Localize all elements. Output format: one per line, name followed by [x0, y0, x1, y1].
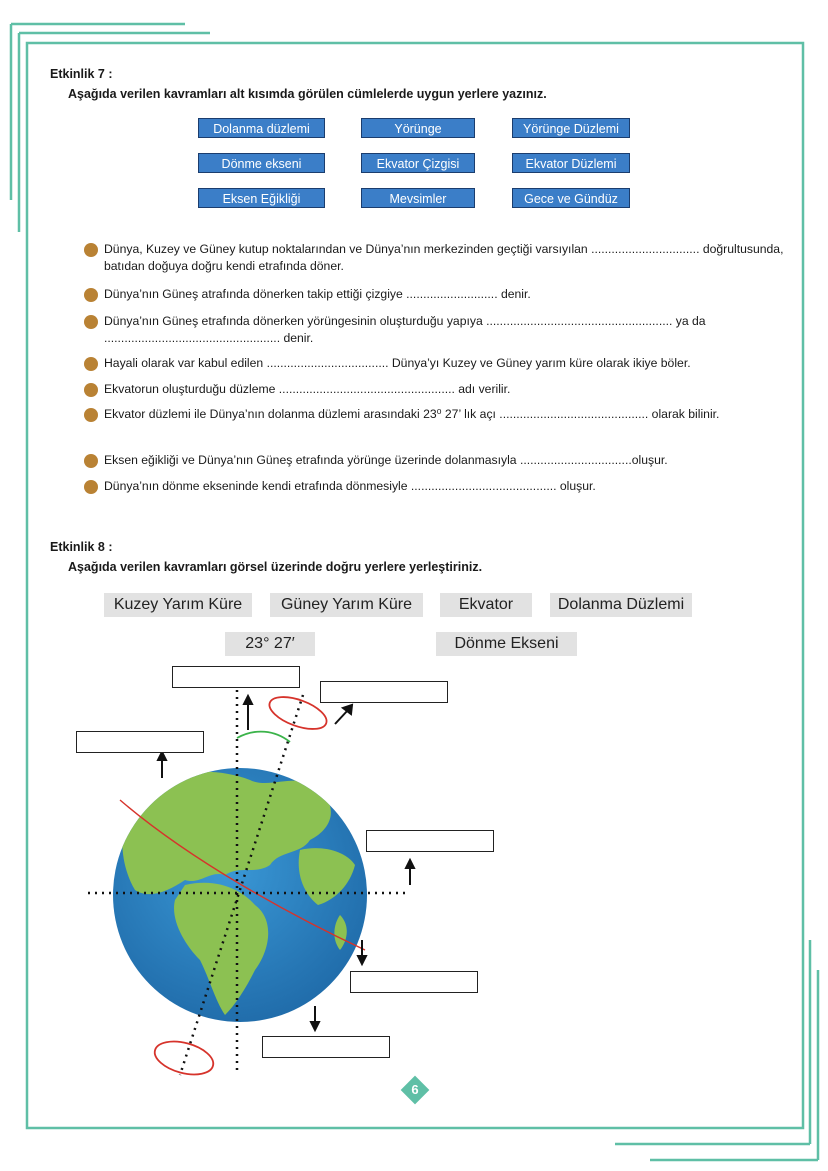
- answer-box-3[interactable]: [76, 731, 204, 753]
- sentence-5: Ekvatorun oluşturduğu düzleme .................................................... adı verilir.: [84, 381, 784, 398]
- sentence-8: Dünya’nın dönme ekseninde kendi etrafında dönmesiyle ........................................... oluşur.: [84, 478, 784, 495]
- activity-7-title: Etkinlik 7 :: [50, 67, 113, 81]
- concept-ekvator-duzlemi[interactable]: Ekvator Düzlemi: [512, 153, 630, 173]
- concept-gece-ve-gunduz[interactable]: Gece ve Gündüz: [512, 188, 630, 208]
- answer-box-5[interactable]: [350, 971, 478, 993]
- rotation-ellipse-bottom: [151, 1036, 217, 1081]
- answer-box-6[interactable]: [262, 1036, 390, 1058]
- bullet-icon: [84, 288, 98, 302]
- bullet-icon: [84, 357, 98, 371]
- concept-dolanma-duzlemi-8[interactable]: Dolanma Düzlemi: [550, 593, 692, 617]
- bullet-icon: [84, 243, 98, 257]
- activity-8-instruction: Aşağıda verilen kavramları görsel üzerinde doğru yerlere yerleştiriniz.: [68, 560, 483, 574]
- earth-diagram: [0, 650, 828, 1090]
- bullet-icon: [84, 383, 98, 397]
- concept-yorunge[interactable]: Yörünge: [361, 118, 475, 138]
- concept-ekvator-cizgisi[interactable]: Ekvator Çizgisi: [361, 153, 475, 173]
- concept-donme-ekseni[interactable]: Dönme ekseni: [198, 153, 325, 173]
- bullet-icon: [84, 480, 98, 494]
- answer-box-1[interactable]: [172, 666, 300, 688]
- concept-kuzey-yarim-kure[interactable]: Kuzey Yarım Küre: [104, 593, 252, 617]
- bullet-icon: [84, 408, 98, 422]
- bullet-icon: [84, 315, 98, 329]
- sentence-2: Dünya’nın Güneş atrafında dönerken takip ettiği çizgiye ........................... denir.: [84, 286, 784, 303]
- page-number: 6: [402, 1077, 428, 1103]
- concept-yorunge-duzlemi[interactable]: Yörünge Düzlemi: [512, 118, 630, 138]
- concept-angle[interactable]: 23° 27′: [225, 632, 315, 656]
- angle-arc: [237, 732, 290, 742]
- sentence-3: Dünya’nın Güneş etrafında dönerken yörüngesinin oluşturduğu yapıya ....................................................... ya da .................................................... denir.: [84, 313, 784, 347]
- answer-box-2[interactable]: [320, 681, 448, 703]
- concept-dolanma-duzlemi[interactable]: Dolanma düzlemi: [198, 118, 325, 138]
- globe: [113, 768, 367, 1022]
- concept-ekvator[interactable]: Ekvator: [440, 593, 532, 617]
- activity-8-title: Etkinlik 8 :: [50, 540, 113, 554]
- concept-donme-ekseni-8[interactable]: Dönme Ekseni: [436, 632, 577, 656]
- sentence-7: Eksen eğikliği ve Dünya’nın Güneş etrafında yörünge üzerinde dolanmasıyla .................................oluşur.: [84, 452, 784, 469]
- sentence-4: Hayali olarak var kabul edilen .................................... Dünya’yı Kuzey ve Güney yarım küre olarak ikiye böler.: [84, 355, 784, 372]
- bullet-icon: [84, 454, 98, 468]
- activity-7-instruction: Aşağıda verilen kavramları alt kısımda görülen cümlelerde uygun yerlere yazınız.: [68, 87, 547, 101]
- concept-eksen-egikligi[interactable]: Eksen Eğikliği: [198, 188, 325, 208]
- concept-guney-yarim-kure[interactable]: Güney Yarım Küre: [270, 593, 423, 617]
- answer-box-4[interactable]: [366, 830, 494, 852]
- sentence-6: Ekvator düzlemi ile Dünya’nın dolanma düzlemi arasındaki 23⁰ 27’ lık açı ............................................ olarak bilinir.: [84, 406, 784, 423]
- concept-mevsimler[interactable]: Mevsimler: [361, 188, 475, 208]
- sentence-1: Dünya, Kuzey ve Güney kutup noktalarından ve Dünya’nın merkezinden geçtiği varsıyılan ................................ doğrultusunda, batıdan doğuya doğru kendi etrafında döner.: [84, 241, 784, 275]
